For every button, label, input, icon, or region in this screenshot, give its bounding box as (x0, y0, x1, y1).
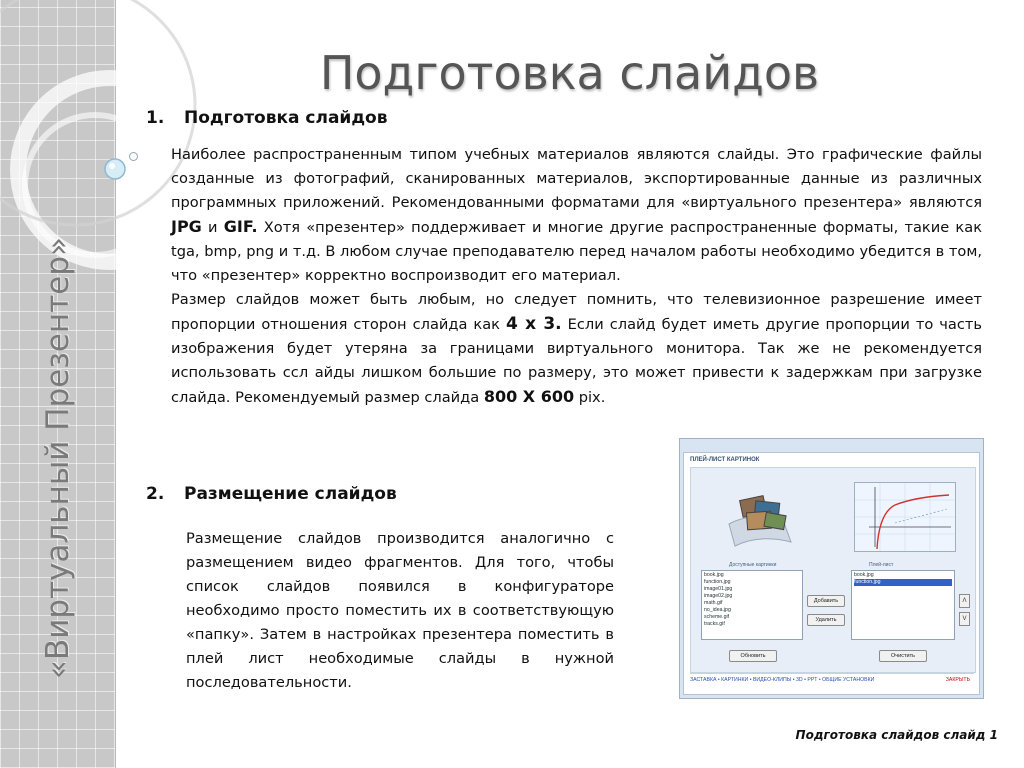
p2-text-a: Размер слайдов может быть любым, но следует помнить, что телевизионное разрешение имеет пропорции отношения сторон слайда как (171, 291, 982, 333)
available-image-item[interactable]: image02.jpg (704, 593, 733, 599)
available-image-item[interactable]: book.jpg (704, 572, 724, 578)
playlist-list[interactable] (851, 570, 955, 640)
section-1-body (171, 143, 982, 410)
available-image-item[interactable]: function.jpg (704, 579, 731, 585)
clear-button[interactable]: Очистить (879, 650, 927, 662)
section-2-title: Размещение слайдов (184, 484, 397, 504)
refresh-button[interactable]: Обновить (729, 650, 777, 662)
available-image-item[interactable]: tracks.gif (704, 621, 725, 627)
image-stack-icon (721, 490, 801, 548)
section-2-number: 2. (146, 484, 165, 504)
function-graph-thumbnail (854, 482, 956, 552)
section-2-body: Размещение слайдов производится аналогично с размещением видео фрагментов. Для того, чтобы список слайдов появился в конфигураторе необходимо просто поместить их в соответствующую «папку». Затем в настройках презентера поместить в плей лист необходимые слайды в нужной последовательности. (186, 530, 614, 691)
section-1-number: 1. (146, 108, 165, 128)
p1-text-b: Хотя «презентер» поддерживает и многие другие распространенные форматы, такие как (257, 219, 983, 236)
move-up-button[interactable]: Λ (959, 594, 970, 608)
footer-menu-items[interactable]: ЗАСТАВКА • КАРТИНКИ • ВИДЕО-КЛИПЫ • 3D • PPT • ОБЩИЕ УСТАНОВКИ (690, 677, 875, 683)
available-image-item[interactable]: scheme.gif (704, 614, 730, 620)
format-jpg: JPG (171, 217, 202, 236)
section-1-heading (146, 108, 388, 128)
size-unit: pix (574, 389, 601, 406)
available-list-label: Доступные картинки (729, 562, 777, 568)
page-title: Подготовка слайдов (319, 46, 820, 100)
move-down-button[interactable]: V (959, 612, 970, 626)
remove-button[interactable]: Удалить (807, 614, 845, 626)
vertical-title: «Виртуальный Презентер» (40, 237, 76, 679)
playlist-item[interactable]: book.jpg (854, 572, 874, 578)
p2-end: . (600, 389, 606, 406)
p1-text-a: Наиболее распространенным типом учебных материалов являются слайды. Это графические файлы созданные из фотографий, сканированных материалов, экспортированные данные из различных программных приложений. Рекомендованными форматами для «виртуального презентера» являются (171, 146, 982, 211)
screenshot-panel (690, 467, 976, 673)
p1-text-c: и т.д. В любом случае преподавателю перед началом работы необходимо убедится в том, что «презентер» корректно воспроизводит его материал. (171, 243, 982, 284)
format-gif: GIF. (223, 217, 258, 236)
section-2-heading (146, 484, 397, 504)
bullet-icon (129, 152, 138, 161)
add-button[interactable]: Добавить (807, 595, 845, 607)
section-1-title: Подготовка слайдов (184, 108, 388, 128)
playlist-label: Плей-лист (869, 562, 894, 568)
available-images-list[interactable] (701, 570, 803, 640)
aspect-ratio: 4 х 3. (506, 314, 562, 334)
paragraph-size (171, 288, 982, 410)
available-image-item[interactable]: math.gif (704, 600, 723, 606)
screenshot-footer-menu (690, 673, 974, 686)
recommended-size: 800 Х 600 (483, 387, 575, 406)
screenshot-title: ПЛЕЙ-ЛИСТ КАРТИНОК (690, 457, 760, 463)
screenshot-window (683, 452, 980, 695)
available-image-item[interactable]: no_idea.jpg (704, 607, 731, 613)
playlist-item[interactable]: function.jpg (854, 579, 952, 586)
p1-and: и (201, 219, 224, 236)
available-image-item[interactable]: image01.jpg (704, 586, 733, 592)
other-formats: tga, bmp, png (171, 243, 275, 260)
close-link[interactable]: ЗАКРЫТЬ (945, 677, 970, 683)
p2-text-b: Если слайд будет иметь другие пропорции то часть изображения будет утеряна за границами виртуального монитора. Так же не рекомендуется использовать ссл айды лишком большие по размеру, это может привести к задержкам при загрузке слайда. Рекомендуемый размер слайда (171, 316, 982, 406)
playlist-screenshot (679, 438, 984, 699)
slide-caption: Подготовка слайдов слайд 1 (795, 728, 998, 742)
paragraph-formats (171, 143, 982, 288)
